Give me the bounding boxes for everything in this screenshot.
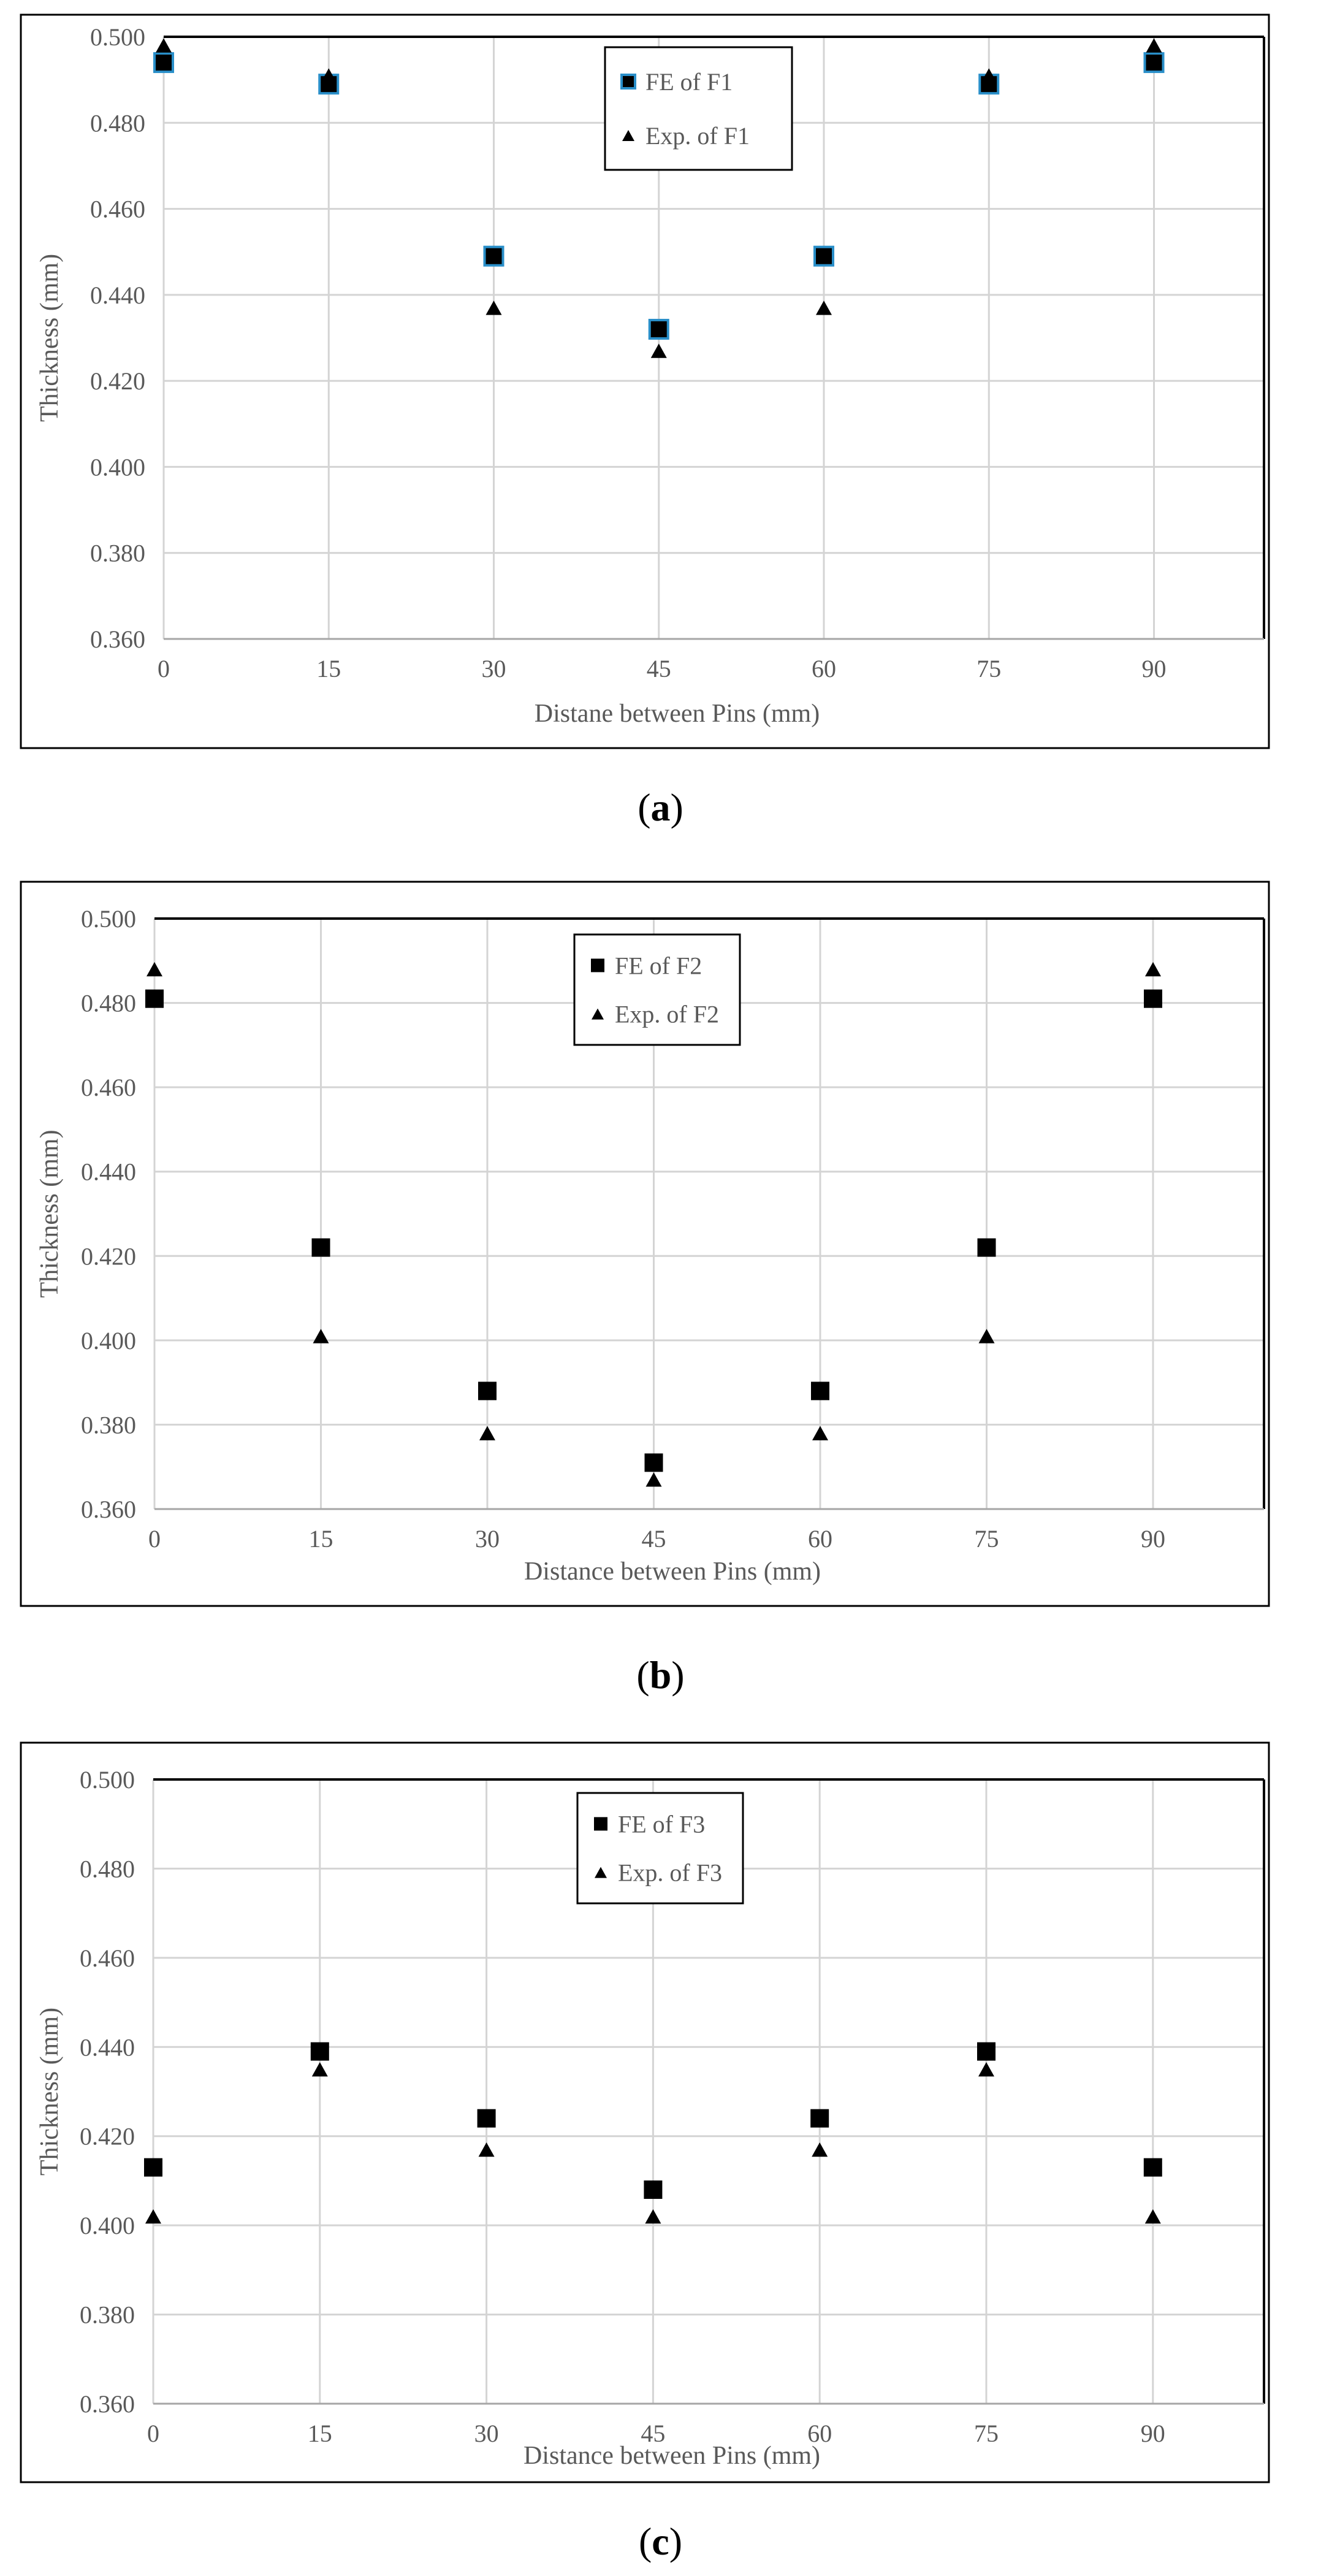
y-tick-label: 0.500 xyxy=(81,905,136,933)
y-tick-label: 0.400 xyxy=(90,453,145,481)
x-tick-label: 60 xyxy=(807,2420,832,2447)
x-tick-label: 75 xyxy=(974,2420,999,2447)
legend-square-icon xyxy=(622,75,635,88)
caption-c: (c) xyxy=(638,2520,683,2563)
legend xyxy=(605,47,792,170)
legend xyxy=(577,1793,743,1903)
data-point-square xyxy=(810,2109,829,2128)
data-point-square xyxy=(1144,990,1162,1008)
x-tick-label: 30 xyxy=(474,2420,499,2447)
data-point-square xyxy=(478,2109,496,2128)
y-axis-title: Thickness (mm) xyxy=(36,1129,64,1298)
legend-label: FE of F2 xyxy=(615,952,702,980)
y-tick-label: 0.480 xyxy=(90,109,145,137)
y-tick-label: 0.460 xyxy=(80,1944,135,1972)
y-tick-label: 0.360 xyxy=(90,625,145,653)
x-tick-label: 30 xyxy=(481,655,506,682)
caption-b: (b) xyxy=(636,1653,685,1697)
legend xyxy=(574,934,740,1045)
x-tick-label: 30 xyxy=(475,1525,500,1553)
data-point-square xyxy=(485,247,503,266)
x-tick-label: 45 xyxy=(641,2420,666,2447)
x-tick-label: 75 xyxy=(974,1525,999,1553)
legend-square-icon xyxy=(594,1817,607,1830)
y-axis-title: Thickness (mm) xyxy=(36,253,64,422)
x-tick-label: 0 xyxy=(158,655,170,682)
data-point-square xyxy=(978,1239,996,1257)
y-tick-label: 0.500 xyxy=(90,23,145,51)
x-tick-label: 15 xyxy=(316,655,341,682)
x-tick-label: 75 xyxy=(976,655,1002,682)
x-tick-label: 45 xyxy=(646,655,671,682)
data-point-square xyxy=(478,1382,497,1400)
chart-panel-c xyxy=(20,1741,1270,2483)
x-tick-label: 15 xyxy=(308,1525,333,1553)
y-tick-label: 0.380 xyxy=(90,539,145,567)
scatter-chart-a xyxy=(20,13,1270,749)
y-tick-label: 0.360 xyxy=(80,2390,135,2418)
legend-label: FE of F3 xyxy=(618,1810,706,1838)
x-tick-label: 0 xyxy=(147,2420,159,2447)
data-point-square xyxy=(977,2043,996,2061)
y-tick-label: 0.440 xyxy=(90,281,145,309)
legend-box xyxy=(605,47,792,170)
y-tick-label: 0.380 xyxy=(81,1411,136,1439)
y-tick-label: 0.400 xyxy=(80,2212,135,2240)
y-tick-label: 0.480 xyxy=(81,989,136,1017)
x-axis-title: Distance between Pins (mm) xyxy=(523,1557,821,1586)
y-tick-label: 0.440 xyxy=(81,1158,136,1186)
y-tick-label: 0.460 xyxy=(90,195,145,223)
data-point-square xyxy=(154,53,173,72)
caption-label-b: b xyxy=(649,1653,672,1697)
x-tick-label: 60 xyxy=(808,1525,832,1553)
y-tick-label: 0.460 xyxy=(81,1074,136,1102)
caption-a: (a) xyxy=(638,785,683,829)
data-point-square xyxy=(650,320,668,338)
data-point-square xyxy=(311,2043,329,2061)
legend-box xyxy=(577,1793,743,1903)
x-tick-label: 90 xyxy=(1141,655,1167,682)
x-axis-title: Distance between Pins (mm) xyxy=(523,2442,821,2470)
chart-panel-a xyxy=(20,13,1270,749)
x-tick-label: 60 xyxy=(812,655,836,682)
x-tick-label: 15 xyxy=(307,2420,332,2447)
scatter-chart-b xyxy=(20,881,1270,1607)
x-tick-label: 90 xyxy=(1140,2420,1165,2447)
data-point-square xyxy=(1144,2158,1162,2177)
data-point-square xyxy=(815,247,833,266)
y-tick-label: 0.380 xyxy=(80,2301,135,2329)
legend-label: Exp. of F2 xyxy=(615,1000,719,1028)
data-point-square xyxy=(645,1453,663,1472)
y-tick-label: 0.400 xyxy=(81,1326,136,1355)
legend-box xyxy=(574,934,740,1045)
y-tick-label: 0.500 xyxy=(80,1766,135,1794)
legend-label: Exp. of F3 xyxy=(618,1859,722,1887)
y-tick-label: 0.420 xyxy=(90,367,145,396)
legend-label: Exp. of F1 xyxy=(645,122,750,150)
data-point-square xyxy=(811,1382,829,1400)
data-point-square xyxy=(312,1239,330,1257)
data-point-square xyxy=(1145,53,1163,72)
x-axis-title: Distane between Pins (mm) xyxy=(534,700,820,728)
x-tick-label: 90 xyxy=(1141,1525,1165,1553)
x-tick-label: 0 xyxy=(148,1525,161,1553)
caption-label-c: c xyxy=(652,2520,669,2563)
y-tick-label: 0.440 xyxy=(80,2033,135,2062)
chart-panel-b xyxy=(20,881,1270,1607)
y-tick-label: 0.480 xyxy=(80,1855,135,1883)
legend-square-icon xyxy=(591,958,604,972)
x-tick-label: 45 xyxy=(641,1525,666,1553)
y-tick-label: 0.420 xyxy=(81,1242,136,1271)
data-point-square xyxy=(145,990,164,1008)
y-axis-title: Thickness (mm) xyxy=(36,2007,64,2176)
y-tick-label: 0.360 xyxy=(81,1496,136,1523)
caption-label-a: a xyxy=(650,785,671,829)
data-point-square xyxy=(144,2158,162,2177)
y-tick-label: 0.420 xyxy=(80,2122,135,2150)
legend-label: FE of F1 xyxy=(645,68,733,96)
data-point-square xyxy=(644,2180,662,2199)
scatter-chart-c xyxy=(20,1741,1270,2483)
